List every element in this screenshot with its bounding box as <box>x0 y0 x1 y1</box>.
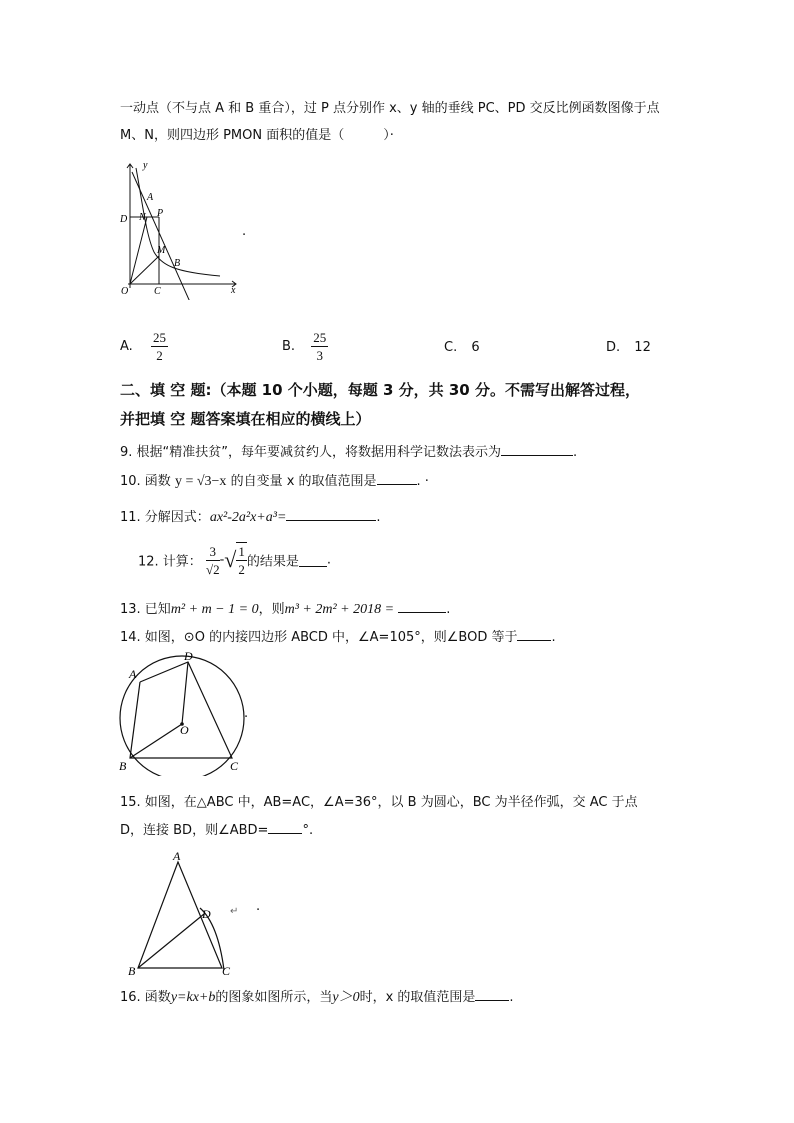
line-ab <box>132 172 190 300</box>
fig-label-a: A <box>147 192 154 203</box>
q12-den: √2 <box>205 561 220 577</box>
q14-label-d: D <box>184 650 193 663</box>
q13-expr2: m³ + 2m² + 2018 = <box>284 602 395 617</box>
q8-hyperbola-figure <box>120 160 250 300</box>
option-b-num: 25 <box>313 330 327 345</box>
section2-heading-line1: 二、填 空 题:（本题 10 个小题，每题 3 分，共 30 分。不需写出解答过程， <box>120 381 640 399</box>
section2-heading-line2: 并把填 空 题答案填在相应的横线上） <box>120 410 371 428</box>
option-b-fraction <box>311 329 328 364</box>
q15-label-b: B <box>128 964 136 976</box>
option-c <box>444 340 480 355</box>
fig-label-m: M <box>157 245 166 256</box>
fig-label-y: y <box>143 160 148 171</box>
q12-rden: 2 <box>238 562 245 577</box>
q16-expr: y=kx+b <box>170 990 216 1005</box>
q14-row: 14. 如图，⊙O 的内接四边形 ABCD 中，∠A=105°，则∠BOD 等于 . <box>120 630 556 645</box>
q12-post: 的结果是 <box>246 554 299 570</box>
option-b-letter: B. <box>282 339 296 354</box>
option-d <box>606 340 651 355</box>
q12-radicand <box>236 542 247 578</box>
q15-answer-blank <box>268 821 302 834</box>
q13-row: 13. 已知m² + m − 1 = 0，则m³ + 2m² + 2018 = . <box>120 602 451 617</box>
q14-text: 14. 如图，⊙O 的内接四边形 ABCD 中，∠A=105°，则∠BOD 等于 <box>120 630 518 645</box>
q15-line1: 15. 如图，在△ABC 中，AB=AC，∠A=36°，以 B 为圆心，BC 为半径作弧，交 AC 于点 <box>120 795 638 810</box>
q12-num: 3 <box>206 543 220 561</box>
q15-line2-pre: D，连接 BD，则∠ABD= <box>120 823 269 838</box>
q12-sqrt-sign: √ <box>224 547 237 572</box>
q15-label-c: C <box>222 964 231 976</box>
q14-answer-blank <box>517 628 551 641</box>
option-a <box>120 329 168 364</box>
option-a-letter: A. <box>120 339 133 354</box>
return-mark-icon: ↵ <box>230 906 239 917</box>
q15-line2-post: °. <box>302 823 314 838</box>
q10-pre: 10. 函数 <box>120 474 171 489</box>
q14-circle-figure <box>116 650 248 776</box>
q12-pre: 12. 计算： <box>138 554 202 570</box>
option-b <box>282 329 328 364</box>
q12-minus: - <box>219 552 225 568</box>
q15-label-d: D <box>202 907 211 921</box>
q14-label-c: C <box>230 759 239 773</box>
q16-row: 16. 函数y=kx+b的图象如图所示，当y＞0时，x 的取值范围是 . <box>120 990 514 1005</box>
fig-label-n: N <box>139 212 146 223</box>
fig-dot: · <box>242 228 247 243</box>
q13-expr1: m² + m − 1 = 0 <box>170 602 259 617</box>
q15-line2 <box>120 819 313 838</box>
q13-answer-blank <box>398 600 446 613</box>
q14-label-a: A <box>129 667 137 681</box>
q11-row: 11. 分解因式：ax²-2a²x+a³= . <box>120 510 381 525</box>
option-c-value: 6 <box>471 340 480 355</box>
q9-answer-blank <box>501 443 573 456</box>
q12-rnum: 1 <box>238 544 245 559</box>
q16-pre: 16. 函数 <box>120 990 171 1005</box>
q13-pre: 13. 已知 <box>120 602 171 617</box>
q11-expr: ax²-2a²x+a³= <box>209 510 287 525</box>
q12-answer-blank <box>299 554 327 567</box>
q9-row: 9. 根据“精准扶贫”，每年要减贫约人，将数据用科学记数法表示为 . <box>120 445 578 460</box>
q12-fraction <box>206 543 220 578</box>
q8-line2: M、N，则四边形 PMON 面积的值是（ ）· <box>120 128 394 143</box>
q13-mid: ，则 <box>258 602 285 617</box>
q10-answer-blank <box>377 472 417 485</box>
q14-label-b: B <box>119 759 127 773</box>
q14-label-o: O <box>180 723 189 737</box>
q10-row: 10. 函数 y = √3−x 的自变量 x 的取值范围是 . · <box>120 474 429 489</box>
option-d-value: 12 <box>634 340 651 355</box>
option-b-den: 3 <box>316 348 323 363</box>
fig-label-o: O <box>121 286 129 297</box>
q16-post: 时，x 的取值范围是 <box>359 990 476 1005</box>
q8-line1: 一动点（不与点 A 和 B 重合），过 P 点分别作 x、y 轴的垂线 PC、PD 交反比例函数图像于点 <box>120 101 660 116</box>
q11-pre: 11. 分解因式： <box>120 510 210 525</box>
option-a-num: 25 <box>152 330 166 345</box>
fig-label-b: B <box>174 258 181 269</box>
option-a-den: 2 <box>156 348 163 363</box>
fig-label-d: D <box>120 214 128 225</box>
q16-mid: 的图象如图所示，当 <box>215 990 333 1005</box>
q12-row: 12. 计算： $\frac{3}{√2}$ -√ $\frac{1}{2}$ 的结果是 . <box>138 543 332 577</box>
option-c-letter: C. <box>444 340 458 355</box>
q16-cond: y＞0 <box>332 990 360 1005</box>
q16-answer-blank <box>475 988 509 1001</box>
q9-text: 9. 根据“精准扶贫”，每年要减贫约人，将数据用科学记数法表示为 <box>120 445 502 460</box>
q15-label-a: A <box>173 849 181 863</box>
option-a-fraction <box>151 329 168 364</box>
fig-label-p: P <box>157 208 164 219</box>
option-d-letter: D. <box>606 340 621 355</box>
fig-label-x: x <box>231 285 236 296</box>
q10-post: 的自变量 x 的取值范围是 <box>230 474 377 489</box>
fig-dot-2: · <box>244 710 249 725</box>
q11-answer-blank <box>286 508 376 521</box>
quadrilateral-abcd <box>130 662 232 758</box>
q10-expr: y = √3−x <box>174 474 227 489</box>
q15-triangle-figure <box>126 848 238 976</box>
fig-dot-3: · <box>256 903 261 918</box>
fig-label-c: C <box>154 286 161 297</box>
